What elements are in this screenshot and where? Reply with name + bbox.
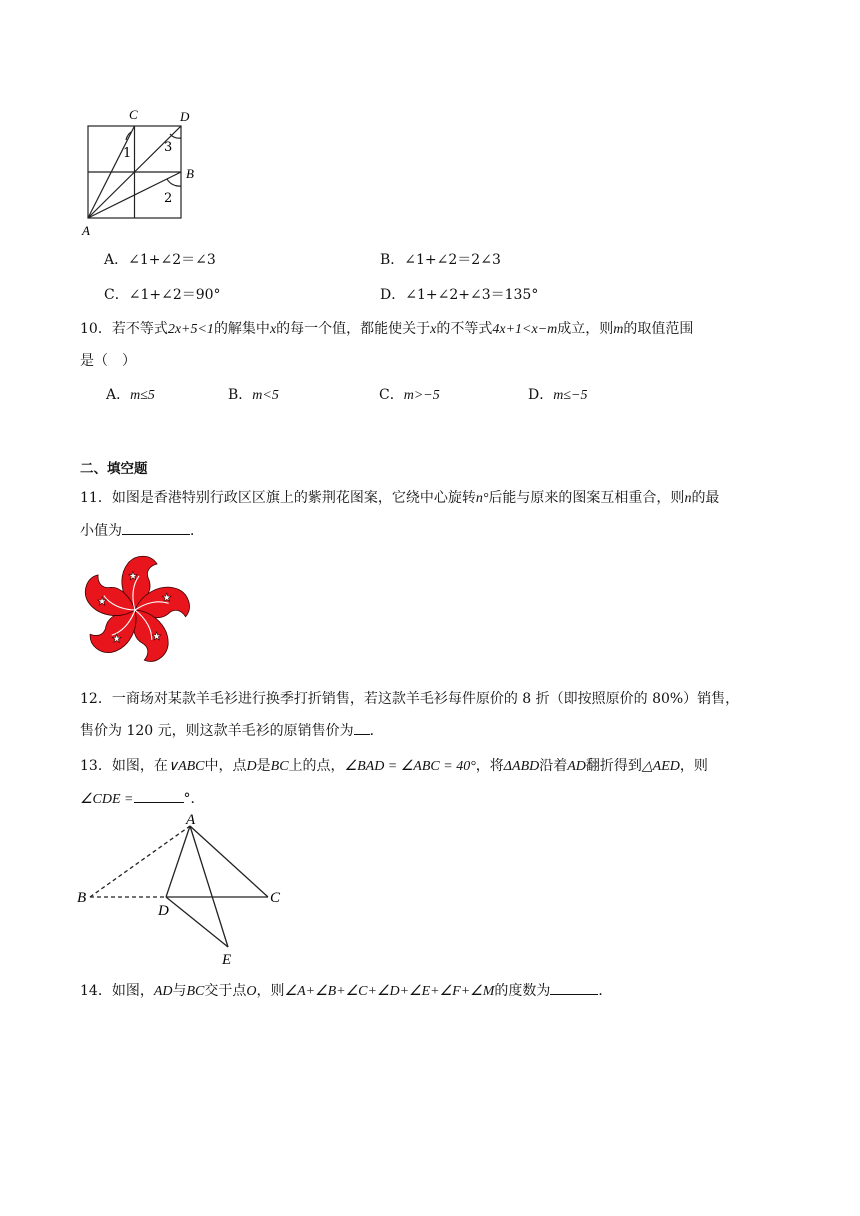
label-angle-3: 3 [164, 140, 173, 155]
segment-BA-dashed [90, 826, 190, 897]
math: 2x+5<1 [167, 322, 214, 337]
label-angle-2: 2 [164, 191, 173, 206]
text: 的每一个值，都能使关于 [276, 321, 431, 337]
text: ，则 [679, 758, 708, 774]
q10-option-c[interactable] [379, 384, 440, 404]
label-D: D [180, 109, 190, 124]
math: ∨ABC [167, 759, 205, 774]
q9-grid-figure [78, 104, 218, 238]
option-letter: B． [380, 252, 405, 268]
q13-stem-line2 [80, 788, 205, 808]
q13-stem-line1 [80, 755, 708, 775]
option-letter: C． [104, 287, 129, 303]
q10-option-d[interactable] [528, 384, 587, 404]
label-B: B [186, 166, 194, 181]
math: ∠A+∠B+∠C+∠D+∠E+∠F+∠M [284, 984, 495, 999]
math: ∠CDE = [80, 792, 134, 807]
math: m [613, 322, 624, 337]
math: △AED [641, 759, 680, 774]
answer-blank[interactable] [550, 980, 598, 995]
text: 后能与原来的图案互相重合，则 [488, 490, 685, 506]
option-letter: D． [528, 387, 554, 403]
text: 售价为 120 元，则这款羊毛衫的原销售价为 [80, 723, 354, 739]
label-C: C [270, 890, 281, 906]
text: 与 [172, 983, 187, 999]
text: 的不等式 [436, 321, 493, 337]
math: D [246, 759, 257, 774]
label-C: C [129, 107, 138, 122]
text: 的取值范围 [623, 321, 694, 337]
text: ． [369, 723, 384, 739]
math: n [684, 491, 692, 506]
option-letter: C． [379, 387, 404, 403]
question-number: 13． [80, 758, 112, 774]
label-angle-1: 1 [123, 146, 132, 161]
question-number: 10． [80, 321, 112, 337]
text: ． [190, 523, 204, 539]
math: BC [186, 984, 205, 999]
text: 上的点， [288, 758, 345, 774]
option-text: m<5 [252, 388, 279, 403]
segment-AD [166, 826, 190, 897]
text: 中，点 [204, 758, 247, 774]
q10-stem-line2: 是（ ） [80, 353, 136, 369]
q12-stem-line2 [80, 720, 384, 740]
q9-option-a[interactable] [104, 249, 216, 269]
q10-option-a[interactable] [106, 384, 155, 404]
option-text: m≤−5 [553, 388, 588, 403]
q12-stem-line1: 12．一商场对某款羊毛衫进行换季打折销售，若这款羊毛衫每件原价的 8 折（即按照原价的 80%）销售， [80, 691, 740, 707]
label-B: B [77, 890, 87, 906]
math: ΔABD [503, 759, 540, 774]
math: n° [475, 491, 489, 506]
math: 4x+1<x−m [492, 322, 558, 337]
math: ∠BAD = ∠ABC = 40° [344, 759, 476, 774]
math: AD [567, 759, 586, 774]
option-text: ∠1+∠2＝2∠3 [404, 252, 501, 268]
q13-triangle-figure [74, 814, 294, 970]
text: 沿着 [539, 758, 568, 774]
question-number: 14． [80, 983, 112, 999]
question-number: 11． [80, 490, 112, 506]
q10-stem-line1 [80, 318, 693, 338]
angle-arc-2 [167, 179, 181, 186]
text: 是 [256, 758, 271, 774]
text: 的解集中 [213, 321, 270, 337]
answer-blank[interactable] [354, 720, 370, 735]
option-letter: A． [106, 387, 131, 403]
option-text: m>−5 [403, 388, 440, 403]
text: ，将 [475, 758, 504, 774]
text: ，则 [256, 983, 285, 999]
label-E: E [222, 952, 232, 968]
answer-blank[interactable] [122, 520, 190, 535]
text: 交于点 [204, 983, 247, 999]
text: 小值为 [80, 523, 122, 539]
text: 成立，则 [557, 321, 614, 337]
option-text: ∠1+∠2＝90° [128, 287, 221, 303]
math: AD [153, 984, 173, 999]
math: x [269, 322, 277, 337]
text: °． [183, 791, 205, 807]
label-A: A [82, 223, 90, 238]
text: 的最 [691, 490, 720, 506]
label-D: D [158, 903, 169, 919]
q11-stem-line2 [80, 520, 204, 540]
math: x [430, 322, 437, 337]
q14-stem-line1 [80, 980, 612, 1000]
answer-blank[interactable] [134, 788, 184, 803]
option-text: m≤5 [130, 388, 155, 403]
math: BC [270, 759, 289, 774]
text: 的度数为 [494, 983, 551, 999]
math: O [246, 984, 257, 999]
section-heading: 二、填空题 [80, 461, 148, 477]
q9-option-b[interactable] [380, 249, 501, 269]
option-letter: A． [104, 252, 129, 268]
label-A: A [186, 814, 196, 828]
text: 翻折得到 [585, 758, 642, 774]
text: 如图是香港特别行政区区旗上的紫荆花图案，它绕中心旋转 [111, 490, 476, 506]
bauhinia-flower-figure [76, 551, 194, 669]
segment-DE [166, 897, 228, 947]
q10-option-b[interactable] [228, 384, 279, 404]
option-letter: B． [228, 387, 253, 403]
text: ． [598, 983, 613, 999]
q9-option-d[interactable] [380, 284, 538, 304]
option-text: ∠1+∠2+∠3＝135° [405, 287, 539, 303]
option-letter: D． [380, 287, 406, 303]
q11-stem-line1 [80, 487, 719, 507]
q9-option-c[interactable] [104, 284, 221, 304]
text: 如图， [111, 983, 154, 999]
text: 如图，在 [111, 758, 168, 774]
option-text: ∠1+∠2＝∠3 [128, 252, 216, 268]
text: 若不等式 [111, 321, 168, 337]
